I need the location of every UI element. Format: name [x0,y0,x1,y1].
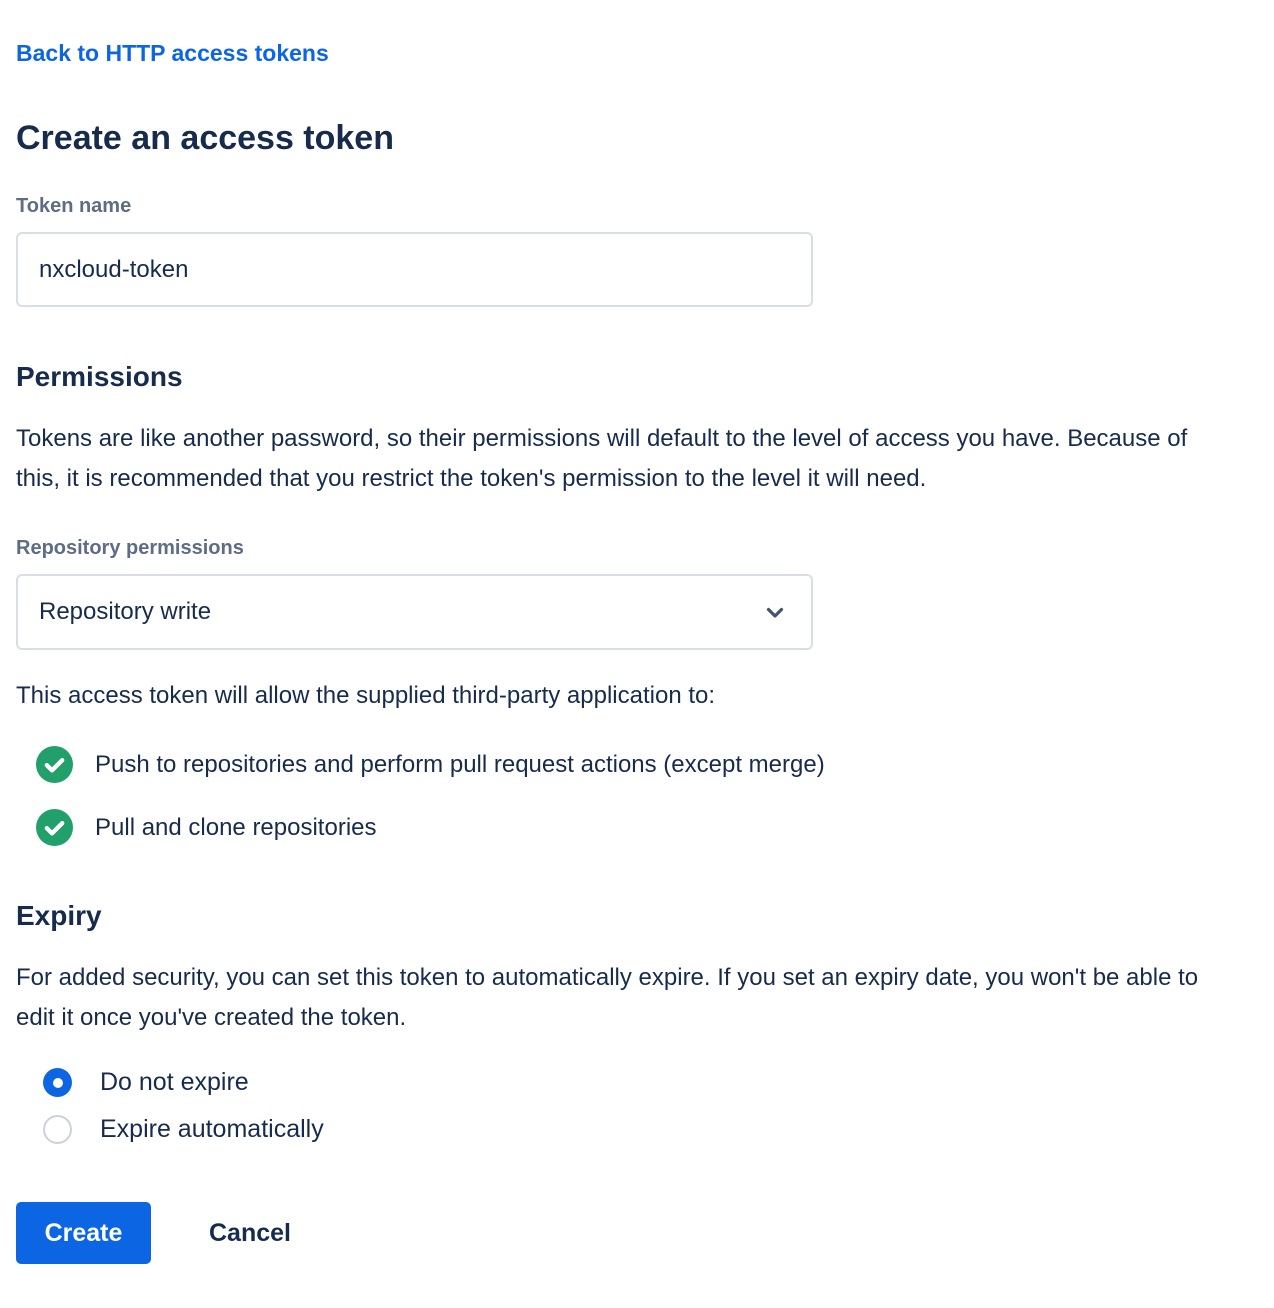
radio-label: Do not expire [100,1068,249,1096]
chevron-down-icon [763,600,787,624]
create-button[interactable]: Create [16,1202,151,1264]
capability-list [16,746,1258,846]
permissions-heading: Permissions [16,361,183,392]
radio-label: Expire automatically [100,1115,324,1143]
capability-text: Push to repositories and perform pull request actions (except merge) [95,750,825,778]
radio-button-icon [43,1115,72,1144]
check-circle-icon [36,809,73,846]
token-name-label: Token name [16,195,132,217]
radio-expire-automatically[interactable] [43,1115,1258,1144]
capability-item-push [36,746,1258,783]
token-name-input[interactable] [16,232,813,307]
page-title: Create an access token [16,119,394,157]
cancel-button[interactable]: Cancel [191,1202,309,1264]
form-actions [16,1202,1258,1264]
capability-text: Pull and clone repositories [95,813,377,841]
radio-do-not-expire[interactable] [43,1068,1258,1097]
radio-button-icon [43,1068,72,1097]
capability-item-pull [36,809,1258,846]
repository-permissions-value: Repository write [39,598,212,625]
back-to-http-access-tokens-link[interactable]: Back to HTTP access tokens [16,40,329,66]
allow-intro-text: This access token will allow the supplied third-party application to: [16,682,716,709]
check-circle-icon [36,746,73,783]
expiry-heading: Expiry [16,900,102,931]
expiry-description: For added security, you can set this token to automatically expire. If you set an expiry date, you won't be able to edit it once you've created the token. [16,964,1199,1031]
expiry-radio-group [16,1068,1258,1144]
permissions-description: Tokens are like another password, so their permissions will default to the level of access you have. Because of this, it is recommended that you restrict the token's permission to the level it will need. [16,425,1188,492]
repository-permissions-label: Repository permissions [16,537,244,559]
repository-permissions-select[interactable] [16,574,813,650]
